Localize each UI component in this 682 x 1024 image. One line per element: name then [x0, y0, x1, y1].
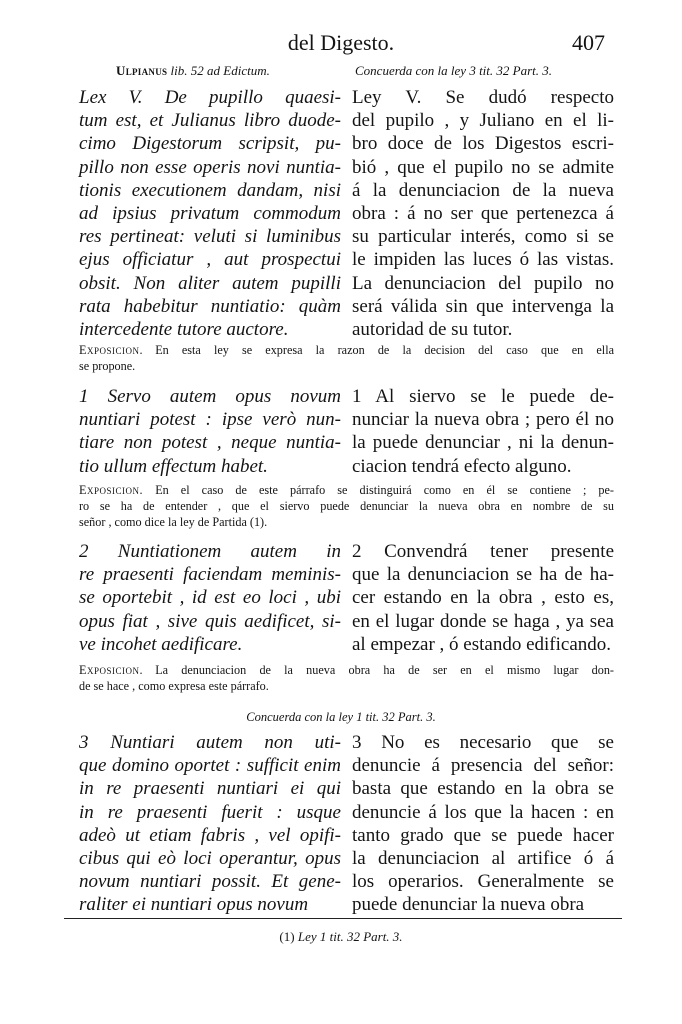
text-line: autoridad de su tutor. — [352, 319, 513, 341]
exposition-lex-v — [79, 342, 614, 374]
latin-source-reference — [116, 63, 270, 79]
text-line: res pertineat: veluti si luminibus — [79, 226, 341, 248]
concordance-note: Concuerda con la ley 1 tit. 32 Part. 3. — [246, 710, 436, 724]
text-line: á la denunciacion de la nueva — [352, 179, 614, 201]
text-line: los operarios. Generalmente se — [352, 871, 614, 893]
text-line: opus fiat , sive quis aedificet, si- — [79, 610, 341, 632]
text-line: Ley V. Se dudó respecto — [352, 87, 614, 108]
latin-column-paragraph-1 — [79, 385, 341, 478]
exposition-line — [79, 662, 614, 678]
footnote-rule — [64, 918, 622, 919]
text-line: obsit. Non aliter autem pupilli — [79, 272, 341, 294]
text-line: denuncie á presencia del señor: — [352, 755, 614, 777]
exposition-label: Exposicion. — [79, 663, 143, 677]
text-line: al empezar , ó estando edificando. — [352, 633, 612, 655]
exposition-label: Exposicion. — [79, 343, 143, 357]
text-line: cer estando en la obra , esto es, — [352, 587, 614, 609]
text-line: le impiden las luces ó las vistas. — [352, 249, 614, 271]
text-line: su particular interés, como si se — [352, 226, 614, 248]
exposition-text: señor , como dice la ley de Partida (1). — [79, 515, 268, 529]
text-line: ad ipsius privatum commodum — [79, 203, 341, 225]
text-line: la denunciacion al artifice ó á — [352, 848, 614, 870]
text-line: re praesenti faciendam meminis- — [79, 564, 341, 586]
text-line: adeò ut etiam fabris , vel opifi- — [79, 824, 341, 846]
footnote-marker: (1) — [279, 929, 295, 944]
text-line: que domino oportet : sufficit enim — [79, 755, 341, 777]
text-line: nuntiari potest : ipse verò nun- — [79, 409, 341, 431]
text-line: tum est, et Julianus libro duode- — [79, 110, 341, 132]
exposition-line — [79, 514, 614, 530]
text-line: raliter ei nuntiari opus novum — [79, 894, 309, 916]
source-book: lib. 52 ad Edictum. — [167, 63, 270, 78]
spanish-column-paragraph-2 — [352, 540, 614, 656]
text-line: 3 Nuntiari autem non uti- — [79, 732, 341, 753]
text-line: novum nuntiari possit. Et gene- — [79, 871, 341, 893]
text-line: tanto grado que se puede hacer — [352, 824, 614, 846]
text-line: denuncie á los que la hacen : en — [352, 801, 614, 823]
text-line: pillo non esse operis novi nuntia- — [79, 156, 341, 178]
exposition-text: de se hace , como expresa este párrafo. — [79, 679, 269, 693]
exposition-line — [79, 678, 614, 694]
text-line: 2 Convendrá tener presente — [352, 541, 614, 562]
exposition-text: ro se ha de entender , que el siervo puede denunciar la nueva obra en nombre de su — [79, 499, 614, 513]
exposition-paragraph-2 — [79, 662, 614, 694]
exposition-line — [79, 358, 614, 374]
text-line: bió , que el pupilo no se admite — [352, 156, 614, 178]
text-line: obra : á no ser que pertenezca á — [352, 203, 614, 225]
spanish-concordance-reference: Concuerda con la ley 3 tit. 32 Part. 3. — [355, 63, 553, 78]
page-number: 407 — [572, 30, 605, 55]
exposition-line — [79, 498, 614, 514]
running-header-title: del Digesto. — [287, 30, 395, 55]
text-line: La denunciacion del pupilo no — [352, 272, 614, 294]
spanish-column-paragraph-1 — [352, 385, 614, 478]
footnote-text: Ley 1 tit. 32 Part. 3. — [297, 929, 403, 944]
text-line: rata habebitur nuntiatio: quàm — [79, 295, 341, 317]
text-line: puede denunciar la nueva obra — [352, 894, 585, 916]
text-line: intercedente tutore auctore. — [79, 319, 289, 341]
text-line: se oportebit , id est eo loci , ubi — [79, 587, 341, 609]
text-line: cimo Digestorum scripsit, pu- — [79, 133, 341, 155]
text-line: cibus qui eò loci operantur, opus — [79, 848, 341, 870]
text-line: tiare non potest , neque nuntia- — [79, 432, 341, 454]
text-line: ciacion tendrá efecto alguno. — [352, 455, 572, 477]
exposition-text: En el caso de este párrafo se distinguirá como en él se contiene ; pe- — [155, 483, 614, 497]
exposition-text: se propone. — [79, 359, 136, 373]
text-line: la puede denunciar , ni la denun- — [352, 432, 614, 454]
text-line: in re praesenti nuntiari ei qui — [79, 778, 341, 800]
latin-column-paragraph-2 — [79, 540, 341, 656]
footnote — [0, 929, 682, 945]
text-line: tio ullum effectum habet. — [79, 455, 268, 477]
text-line: que la denunciacion se ha de ha- — [352, 564, 614, 586]
text-line: in re praesenti fuerit : usque — [79, 801, 341, 823]
exposition-label: Exposicion. — [79, 483, 143, 497]
spanish-column-ley-v — [352, 86, 614, 341]
text-line: tionis executionem dandam, nisi — [79, 179, 341, 201]
text-line: Lex V. De pupillo quaesi- — [79, 87, 341, 108]
text-line: será válida sin que intervenga la — [352, 295, 614, 317]
text-line: 2 Nuntiationem autem in — [79, 541, 341, 562]
exposition-paragraph-1 — [79, 482, 614, 530]
text-line: nunciar la nueva obra ; pero él no — [352, 409, 614, 431]
text-line: 1 Al siervo se le puede de- — [352, 386, 614, 407]
exposition-line — [79, 342, 614, 358]
text-line: 1 Servo autem opus novum — [79, 386, 341, 407]
text-line: ve incohet aedificare. — [79, 633, 243, 655]
exposition-text: En esta ley se expresa la razon de la decision del caso que en ella — [155, 343, 614, 357]
spanish-column-paragraph-3 — [352, 731, 614, 917]
text-line: del pupilo , y Juliano en el li- — [352, 110, 614, 132]
text-line: 3 No es necesario que se — [352, 732, 614, 753]
text-line: en el lugar donde se haga , ya sea — [352, 610, 614, 632]
text-line: bro doce de los Digestos escri- — [352, 133, 614, 155]
latin-column-paragraph-3 — [79, 731, 341, 917]
latin-column-lex-v — [79, 86, 341, 341]
text-line: basta que estando en la obra se — [352, 778, 614, 800]
exposition-line — [79, 482, 614, 498]
exposition-text: La denunciacion de la nueva obra ha de ser en el mismo lugar don- — [155, 663, 614, 677]
source-author: Ulpianus — [116, 63, 168, 78]
text-line: ejus officiatur , aut prospectui — [79, 249, 341, 271]
